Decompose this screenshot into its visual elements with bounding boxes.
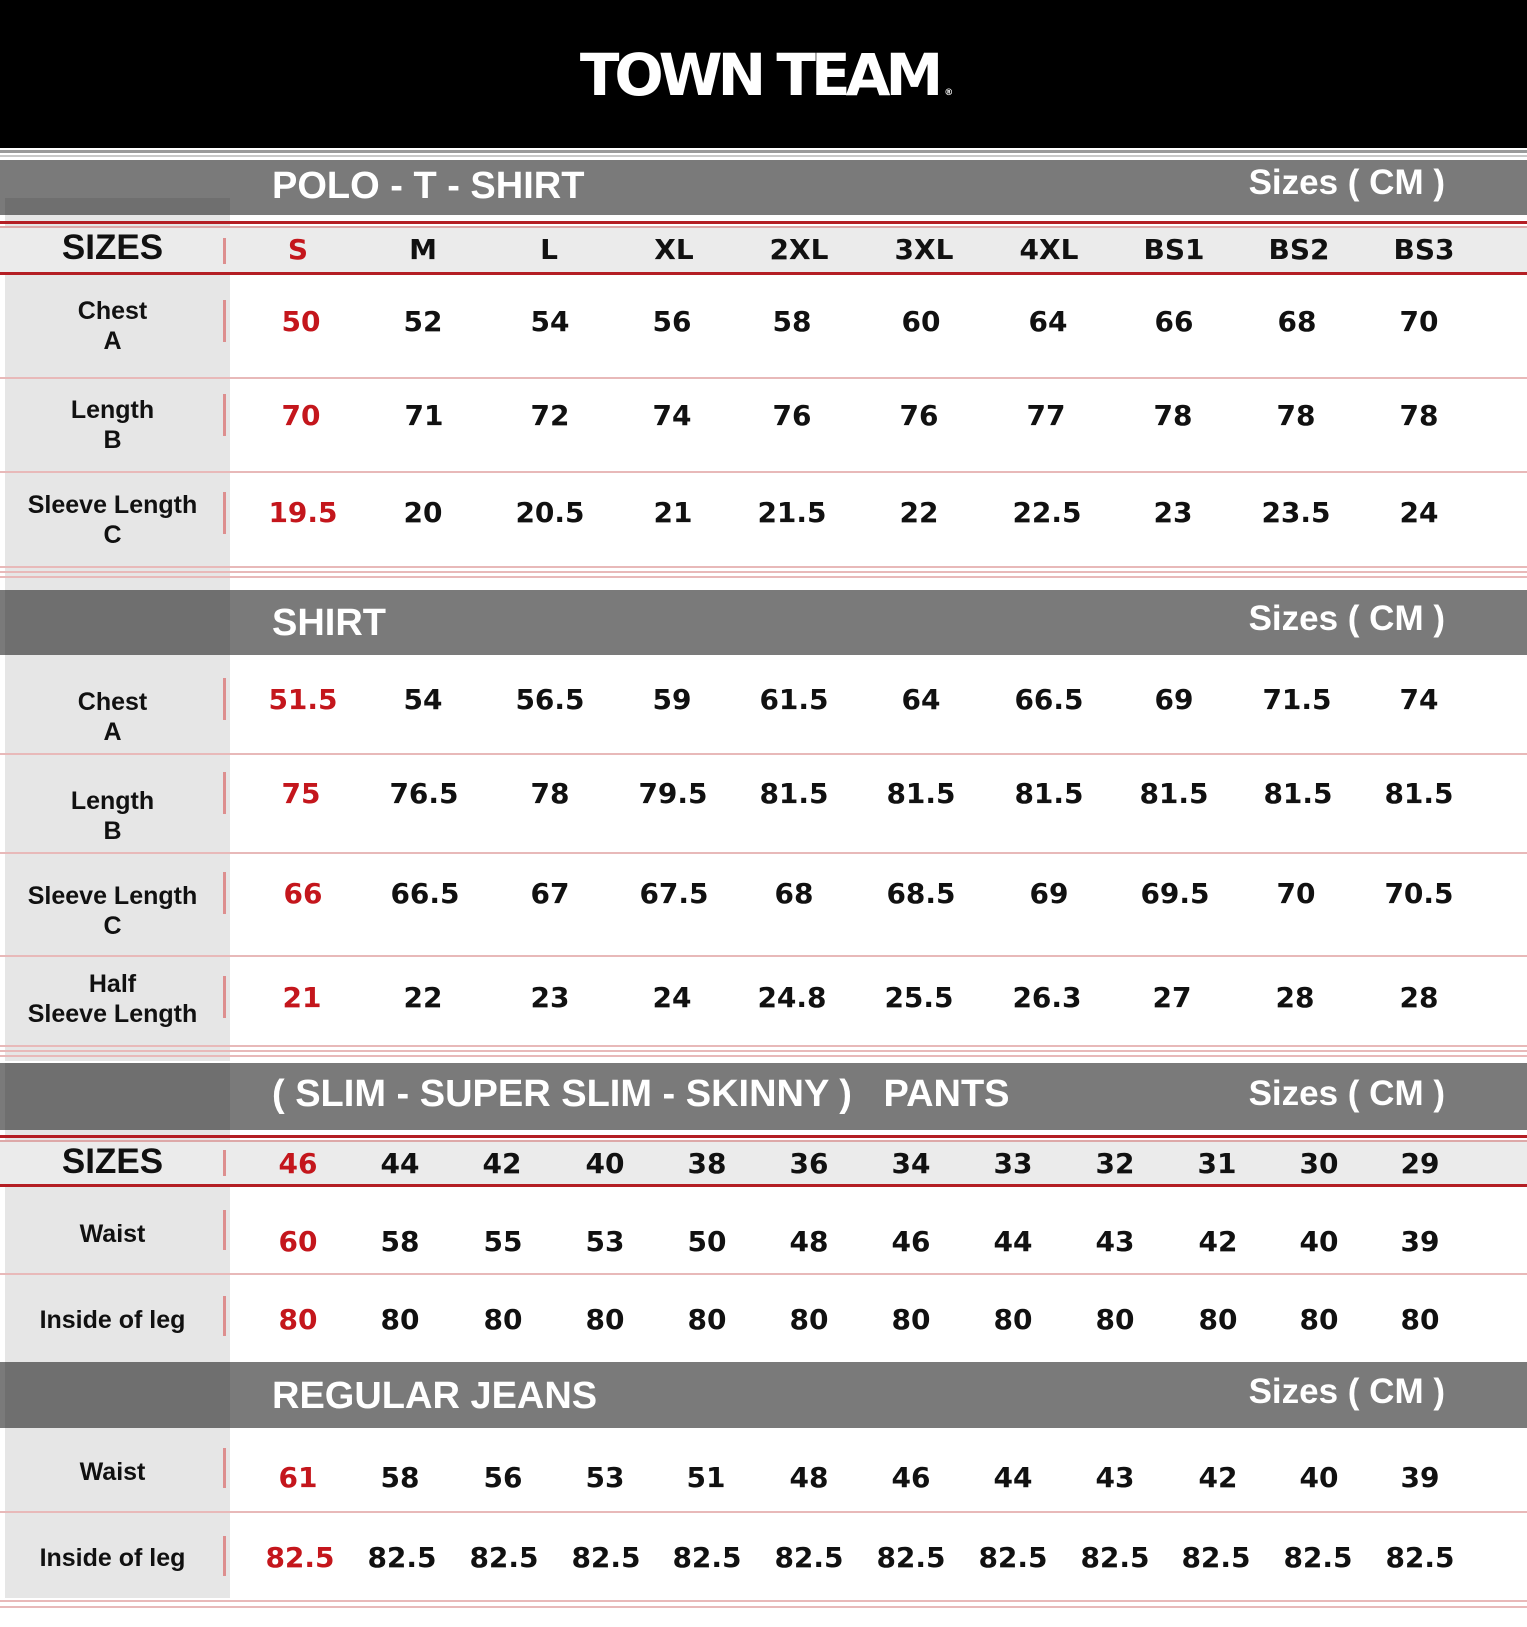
table-cell: 48 (789, 1225, 829, 1258)
section-units: Sizes ( CM ) (1248, 1074, 1445, 1113)
size-header: 36 (789, 1147, 829, 1180)
row-label: Waist (79, 1220, 146, 1248)
table-cell: 69.5 (1140, 877, 1210, 910)
size-header: 3XL (894, 233, 954, 266)
table-cell: 70.5 (1384, 877, 1454, 910)
band-side (5, 198, 230, 215)
table-cell: 82.5 (265, 1541, 335, 1574)
table-cell: 81.5 (1014, 777, 1084, 810)
table-cell: 77 (1026, 399, 1066, 432)
table-cell: 80 (278, 1303, 318, 1336)
sizes-label: SIZES (61, 1142, 164, 1181)
table-cell: 24 (652, 981, 692, 1014)
size-header: M (409, 233, 437, 266)
table-cell: 74 (1399, 683, 1439, 716)
size-header: XL (654, 233, 694, 266)
size-header: BS2 (1268, 233, 1330, 266)
table-cell: 23.5 (1261, 496, 1331, 529)
table-cell: 60 (901, 305, 941, 338)
table-cell: 81.5 (1263, 777, 1333, 810)
table-cell: 71 (404, 399, 444, 432)
row-label: Sleeve Length C (27, 491, 198, 549)
table-cell: 43 (1095, 1461, 1135, 1494)
size-header: BS3 (1393, 233, 1455, 266)
size-header: L (540, 233, 558, 266)
table-cell: 79.5 (638, 777, 708, 810)
table-cell: 76.5 (389, 777, 459, 810)
table-cell: 19.5 (268, 496, 338, 529)
row-divider (0, 1050, 1527, 1052)
table-cell: 53 (585, 1225, 625, 1258)
table-cell: 60 (278, 1225, 318, 1258)
row-divider (0, 576, 1527, 578)
table-cell: 80 (380, 1303, 420, 1336)
row-divider (0, 1273, 1527, 1275)
row-divider (0, 471, 1527, 473)
divider (0, 1135, 1527, 1138)
row-divider (0, 1600, 1527, 1602)
divider (223, 300, 226, 342)
table-cell: 56 (652, 305, 692, 338)
table-cell: 23 (530, 981, 570, 1014)
divider (223, 1536, 226, 1576)
table-cell: 81.5 (1139, 777, 1209, 810)
table-cell: 21 (282, 981, 322, 1014)
section-units: Sizes ( CM ) (1248, 1372, 1445, 1411)
row-divider (0, 566, 1527, 568)
table-cell: 22 (403, 981, 443, 1014)
band-side (5, 1063, 230, 1130)
divider (223, 394, 226, 436)
row-divider (0, 1606, 1527, 1608)
table-cell: 82.5 (774, 1541, 844, 1574)
table-cell: 58 (380, 1225, 420, 1258)
table-cell: 46 (891, 1225, 931, 1258)
table-cell: 59 (652, 683, 692, 716)
divider (0, 221, 1527, 224)
row-divider (0, 1055, 1527, 1057)
row-divider (0, 571, 1527, 573)
size-header: 2XL (769, 233, 829, 266)
divider (223, 1448, 226, 1488)
table-cell: 66.5 (1014, 683, 1084, 716)
table-cell: 51.5 (268, 683, 338, 716)
divider (223, 1296, 226, 1336)
table-cell: 52 (403, 305, 443, 338)
band-side (5, 1362, 230, 1428)
table-cell: 66 (283, 877, 323, 910)
table-cell: 68 (774, 877, 814, 910)
table-cell: 25.5 (884, 981, 954, 1014)
table-cell: 80 (1095, 1303, 1135, 1336)
table-cell: 66.5 (390, 877, 460, 910)
table-cell: 40 (1299, 1225, 1339, 1258)
size-header: 31 (1197, 1147, 1237, 1180)
table-cell: 82.5 (1181, 1541, 1251, 1574)
size-header: BS1 (1143, 233, 1205, 266)
divider (0, 155, 1527, 157)
table-cell: 80 (483, 1303, 523, 1336)
row-label: Chest A (77, 297, 148, 355)
table-cell: 58 (772, 305, 812, 338)
table-cell: 80 (687, 1303, 727, 1336)
table-cell: 56 (483, 1461, 523, 1494)
table-cell: 22.5 (1012, 496, 1082, 529)
section-units: Sizes ( CM ) (1248, 599, 1445, 638)
row-label: Length B (70, 396, 155, 454)
table-cell: 39 (1400, 1461, 1440, 1494)
table-cell: 81.5 (886, 777, 956, 810)
size-header: 4XL (1019, 233, 1079, 266)
row-label: Inside of leg (39, 1544, 186, 1572)
divider (223, 238, 226, 264)
row-divider (0, 1511, 1527, 1513)
table-cell: 68 (1277, 305, 1317, 338)
table-cell: 82.5 (876, 1541, 946, 1574)
section-title: REGULAR JEANS (272, 1375, 598, 1417)
row-divider (0, 377, 1527, 379)
table-cell: 44 (993, 1461, 1033, 1494)
table-cell: 82.5 (367, 1541, 437, 1574)
table-cell: 82.5 (1283, 1541, 1353, 1574)
table-cell: 81.5 (1384, 777, 1454, 810)
table-cell: 58 (380, 1461, 420, 1494)
sizes-label: SIZES (61, 228, 164, 267)
table-cell: 68.5 (886, 877, 956, 910)
row-divider (0, 955, 1527, 957)
row-divider (0, 852, 1527, 854)
size-header: 46 (278, 1147, 318, 1180)
brand-header (0, 0, 1527, 148)
size-header: 40 (585, 1147, 625, 1180)
table-cell: 70 (1399, 305, 1439, 338)
row-label: Length B (70, 787, 155, 845)
table-cell: 24.8 (757, 981, 827, 1014)
table-cell: 28 (1275, 981, 1315, 1014)
table-cell: 82.5 (1080, 1541, 1150, 1574)
table-cell: 54 (530, 305, 570, 338)
table-cell: 43 (1095, 1225, 1135, 1258)
table-cell: 28 (1399, 981, 1439, 1014)
divider (0, 1184, 1527, 1187)
table-cell: 51 (686, 1461, 726, 1494)
table-cell: 42 (1198, 1225, 1238, 1258)
table-cell: 80 (993, 1303, 1033, 1336)
section-title: POLO - T - SHIRT (272, 165, 585, 207)
size-header: 44 (380, 1147, 420, 1180)
row-label: Sleeve Length C (27, 882, 198, 940)
table-cell: 69 (1029, 877, 1069, 910)
size-header: 42 (482, 1147, 522, 1180)
table-cell: 20.5 (515, 496, 585, 529)
table-cell: 27 (1152, 981, 1192, 1014)
table-cell: 48 (789, 1461, 829, 1494)
divider (0, 272, 1527, 275)
table-cell: 61 (278, 1461, 318, 1494)
table-cell: 50 (687, 1225, 727, 1258)
table-cell: 24 (1399, 496, 1439, 529)
table-cell: 42 (1198, 1461, 1238, 1494)
table-cell: 67.5 (639, 877, 709, 910)
size-header: 29 (1400, 1147, 1440, 1180)
table-cell: 78 (530, 777, 570, 810)
divider (223, 976, 226, 1018)
table-cell: 80 (891, 1303, 931, 1336)
table-cell: 21 (653, 496, 693, 529)
section-title: SHIRT (272, 602, 386, 644)
table-cell: 20 (403, 496, 443, 529)
table-cell: 78 (1153, 399, 1193, 432)
table-cell: 80 (1198, 1303, 1238, 1336)
table-cell: 53 (585, 1461, 625, 1494)
table-cell: 82.5 (571, 1541, 641, 1574)
table-cell: 67 (530, 877, 570, 910)
table-cell: 21.5 (757, 496, 827, 529)
table-cell: 66 (1154, 305, 1194, 338)
size-header: 30 (1299, 1147, 1339, 1180)
table-cell: 70 (1276, 877, 1316, 910)
divider (223, 872, 226, 914)
row-label: Waist (79, 1458, 146, 1486)
band-side (5, 590, 230, 655)
row-divider (0, 1045, 1527, 1047)
table-cell: 80 (789, 1303, 829, 1336)
table-cell: 64 (1028, 305, 1068, 338)
table-cell: 69 (1154, 683, 1194, 716)
size-header: 34 (891, 1147, 931, 1180)
table-cell: 39 (1400, 1225, 1440, 1258)
table-cell: 56.5 (515, 683, 585, 716)
size-header: 38 (687, 1147, 727, 1180)
size-header: 33 (993, 1147, 1033, 1180)
row-divider (0, 753, 1527, 755)
table-cell: 55 (483, 1225, 523, 1258)
size-header: S (287, 233, 309, 266)
divider (223, 678, 226, 720)
table-cell: 61.5 (759, 683, 829, 716)
table-cell: 70 (281, 399, 321, 432)
table-cell: 80 (1299, 1303, 1339, 1336)
table-cell: 81.5 (759, 777, 829, 810)
table-cell: 64 (901, 683, 941, 716)
divider (0, 150, 1527, 153)
section-units: Sizes ( CM ) (1248, 163, 1445, 202)
table-cell: 50 (281, 305, 321, 338)
table-cell: 82.5 (672, 1541, 742, 1574)
divider (223, 492, 226, 534)
table-cell: 78 (1399, 399, 1439, 432)
table-cell: 74 (652, 399, 692, 432)
table-cell: 40 (1299, 1461, 1339, 1494)
table-cell: 23 (1153, 496, 1193, 529)
table-cell: 44 (993, 1225, 1033, 1258)
table-cell: 76 (899, 399, 939, 432)
table-cell: 54 (403, 683, 443, 716)
divider (223, 1210, 226, 1250)
divider (223, 1150, 226, 1176)
section-title: ( SLIM - SUPER SLIM - SKINNY ) PANTS (272, 1073, 1010, 1115)
table-cell: 78 (1276, 399, 1316, 432)
table-cell: 80 (1400, 1303, 1440, 1336)
row-label: Half Sleeve Length (27, 970, 198, 1028)
table-cell: 76 (772, 399, 812, 432)
brand-logo: TOWN TEAM ® (579, 41, 954, 109)
table-cell: 82.5 (978, 1541, 1048, 1574)
table-cell: 75 (281, 777, 321, 810)
table-cell: 72 (530, 399, 570, 432)
size-header: 32 (1095, 1147, 1135, 1180)
divider (223, 772, 226, 814)
table-cell: 82.5 (469, 1541, 539, 1574)
row-label: Inside of leg (39, 1306, 186, 1334)
table-cell: 71.5 (1262, 683, 1332, 716)
row-label: Chest A (77, 688, 148, 746)
table-cell: 26.3 (1012, 981, 1082, 1014)
table-cell: 80 (585, 1303, 625, 1336)
table-cell: 82.5 (1385, 1541, 1455, 1574)
table-cell: 46 (891, 1461, 931, 1494)
table-cell: 22 (899, 496, 939, 529)
